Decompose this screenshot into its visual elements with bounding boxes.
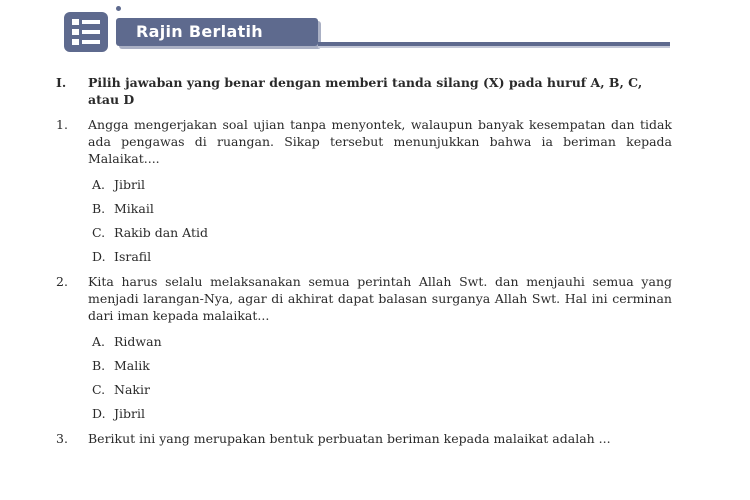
section-instruction bbox=[56, 74, 672, 108]
section-banner bbox=[64, 12, 670, 52]
option-letter: B. bbox=[92, 358, 106, 373]
option-2a[interactable] bbox=[92, 330, 672, 354]
option-text: Ridwan bbox=[114, 334, 162, 349]
question-1 bbox=[56, 116, 672, 167]
option-letter: B. bbox=[92, 201, 106, 216]
option-2b[interactable] bbox=[92, 354, 672, 378]
option-text: Jibril bbox=[114, 406, 145, 421]
question-text: Angga mengerjakan soal ujian tanpa menyontek, walaupun banyak kesempatan dan tidak ada pengawas di ruangan. Sikap tersebut menunjukkan bahwa ia beriman kepada Malaikat.... bbox=[88, 117, 672, 166]
option-letter: C. bbox=[92, 382, 106, 397]
options-list-2 bbox=[92, 330, 672, 426]
option-2d[interactable] bbox=[92, 402, 672, 426]
option-text: Nakir bbox=[114, 382, 150, 397]
section-number: I. bbox=[56, 75, 67, 90]
option-1c[interactable] bbox=[92, 221, 672, 245]
banner-rule-shadow bbox=[318, 46, 670, 48]
option-letter: C. bbox=[92, 225, 106, 240]
banner-label bbox=[116, 18, 318, 46]
option-letter: D. bbox=[92, 249, 106, 264]
section-instruction-text: Pilih jawaban yang benar dengan memberi tanda silang (X) pada huruf A, B, C, atau D bbox=[88, 75, 643, 107]
question-3 bbox=[56, 430, 672, 447]
option-letter: D. bbox=[92, 406, 106, 421]
option-text: Malik bbox=[114, 358, 150, 373]
question-number: 2. bbox=[56, 274, 68, 289]
option-1b[interactable] bbox=[92, 197, 672, 221]
question-2 bbox=[56, 273, 672, 324]
question-number: 1. bbox=[56, 117, 68, 132]
option-2c[interactable] bbox=[92, 378, 672, 402]
options-list-1 bbox=[92, 173, 672, 269]
option-letter: A. bbox=[92, 177, 106, 192]
question-text: Kita harus selalu melaksanakan semua perintah Allah Swt. dan menjauhi semua yang menjadi larangan-Nya, agar di akhirat dapat balasan surganya Allah Swt. Hal ini cerminan dari iman kepada malaikat... bbox=[88, 274, 672, 323]
exercise-content bbox=[56, 74, 672, 453]
banner-dot bbox=[116, 6, 121, 11]
banner-title: Rajin Berlatih bbox=[136, 22, 263, 41]
question-text: Berikut ini yang merupakan bentuk perbuatan beriman kepada malaikat adalah ... bbox=[88, 431, 611, 446]
question-number: 3. bbox=[56, 431, 68, 446]
option-1d[interactable] bbox=[92, 245, 672, 269]
option-text: Mikail bbox=[114, 201, 154, 216]
option-text: Israfil bbox=[114, 249, 152, 264]
list-icon bbox=[64, 12, 108, 52]
option-text: Rakib dan Atid bbox=[114, 225, 209, 240]
option-letter: A. bbox=[92, 334, 106, 349]
option-text: Jibril bbox=[114, 177, 145, 192]
option-1a[interactable] bbox=[92, 173, 672, 197]
